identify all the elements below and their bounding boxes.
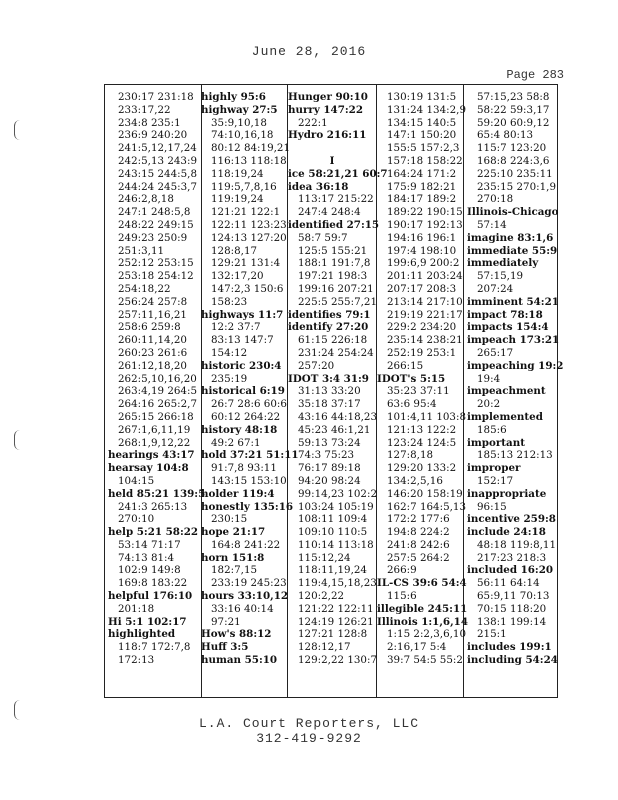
- index-reference: 241:5,12,17,24: [118, 142, 197, 155]
- index-term: IDOT 3:4 31:9: [288, 372, 369, 385]
- index-reference: 118:11,19,24: [298, 564, 367, 577]
- index-term: highways 11:7: [201, 308, 284, 321]
- index-reference: 225:5 255:7,21: [298, 295, 377, 308]
- index-reference: 253:18 254:12: [118, 270, 194, 283]
- index-reference: 201:11 203:24: [387, 270, 463, 283]
- index-reference: 264:16 265:2,7: [118, 398, 197, 411]
- index-reference: 230:15: [211, 513, 248, 526]
- index-term: Hi 5:1 102:17: [108, 615, 187, 628]
- index-term: Illinois 1:1,6,14: [377, 615, 468, 628]
- index-reference: 249:23 250:9: [118, 231, 188, 244]
- index-term: inappropriate: [467, 487, 547, 500]
- index-reference: 184:17 189:2: [387, 193, 457, 206]
- index-reference: 270:18: [477, 193, 514, 206]
- index-reference: 257:20: [298, 359, 335, 372]
- index-term: How's 88:12: [201, 628, 272, 641]
- index-term: including 54:24: [467, 654, 558, 667]
- index-reference: 234:8 235:1: [118, 116, 181, 129]
- index-reference: 96:15: [477, 500, 507, 513]
- index-term: history 48:18: [201, 423, 278, 436]
- index-term: included 16:20: [467, 564, 554, 577]
- index-reference: 222:1: [298, 116, 328, 129]
- index-term: impeachment: [467, 385, 546, 398]
- index-term: include 24:18: [467, 526, 546, 539]
- index-term: identifies 79:1: [288, 308, 371, 321]
- index-term: hearings 43:17: [108, 449, 195, 462]
- index-reference: 254:18,22: [118, 282, 171, 295]
- index-reference: 147:2,3 150:6: [211, 282, 284, 295]
- index-reference: 247:4 248:4: [298, 206, 361, 219]
- index-reference: 154:12: [211, 346, 248, 359]
- index-reference: 104:15: [118, 474, 155, 487]
- index-reference: 263:4,19 264:5: [118, 385, 197, 398]
- index-reference: 146:20 158:19: [387, 487, 463, 500]
- index-reference: 118:19,24: [211, 167, 264, 180]
- index-term: impeach 173:21: [467, 334, 560, 347]
- index-term: hurry 147:22: [288, 103, 364, 116]
- index-reference: 121:13 122:2: [387, 423, 457, 436]
- index-reference: 121:22 122:11: [298, 602, 374, 615]
- index-reference: 134:2,5,16: [387, 474, 443, 487]
- index-reference: 35:9,10,18: [211, 116, 267, 129]
- index-reference: 213:14 217:10: [387, 295, 463, 308]
- index-reference: 122:11 123:23: [211, 218, 287, 231]
- index-term: IL-CS 39:6 54:4: [377, 577, 467, 590]
- index-reference: 242:5,13 243:9: [118, 154, 197, 167]
- index-reference: 49:2 67:1: [211, 436, 261, 449]
- index-reference: 99:14,23 102:2: [298, 487, 377, 500]
- index-reference: 115:12,24: [298, 551, 351, 564]
- index-reference: 168:8 224:3,6: [477, 154, 550, 167]
- index-reference: 124:13 127:20: [211, 231, 287, 244]
- index-reference: 267:1,6,11,19: [118, 423, 191, 436]
- index-column-4: [377, 91, 468, 693]
- index-term: identified 27:15: [288, 218, 380, 231]
- index-term: hope 21:17: [201, 526, 266, 539]
- index-reference: 217:23 218:3: [477, 551, 547, 564]
- index-reference: 116:13 118:18: [211, 154, 287, 167]
- index-term: IDOT's 5:15: [377, 372, 446, 385]
- index-reference: 188:1 191:7,8: [298, 257, 371, 270]
- index-reference: 59:20 60:9,12: [477, 116, 550, 129]
- index-column-1: [108, 91, 206, 693]
- index-reference: 252:19 253:1: [387, 346, 457, 359]
- index-reference: 256:24 257:8: [118, 295, 188, 308]
- index-reference: 233:19 245:23: [211, 577, 287, 590]
- index-reference: 189:22 190:15: [387, 206, 463, 219]
- index-reference: 19:4: [477, 372, 501, 385]
- index-reference: 65:9,11 70:13: [477, 590, 550, 603]
- index-reference: 20:2: [477, 398, 501, 411]
- index-reference: 118:7 172:7,8: [118, 641, 191, 654]
- index-term: hours 33:10,12: [201, 590, 289, 603]
- index-reference: 48:18 119:8,11: [477, 538, 556, 551]
- index-term: helpful 176:10: [108, 590, 193, 603]
- index-reference: 65:4 80:13: [477, 129, 534, 142]
- index-reference: 257:11,16,21: [118, 308, 187, 321]
- index-reference: 74:10,16,18: [211, 129, 274, 142]
- index-reference: 101:4,11 103:8: [387, 410, 466, 423]
- index-reference: 164:24 171:2: [387, 167, 457, 180]
- index-reference: 138:1 199:14: [477, 615, 547, 628]
- index-reference: 175:9 182:21: [387, 180, 457, 193]
- index-reference: 201:18: [118, 602, 155, 615]
- index-term: impacts 154:4: [467, 321, 549, 334]
- index-reference: 270:10: [118, 513, 155, 526]
- index-reference: 45:23 46:1,21: [298, 423, 371, 436]
- index-reference: 129:20 133:2: [387, 462, 457, 475]
- index-reference: 207:17 208:3: [387, 282, 457, 295]
- index-reference: 147:1 150:20: [387, 129, 457, 142]
- index-reference: 123:24 124:5: [387, 436, 457, 449]
- index-reference: 57:15,19: [477, 270, 524, 283]
- index-reference: 143:15 153:10: [211, 474, 287, 487]
- index-reference: 262:5,10,16,20: [118, 372, 197, 385]
- index-reference: 164:8 241:22: [211, 538, 281, 551]
- index-reference: 261:12,18,20: [118, 359, 187, 372]
- index-reference: 129:21 131:4: [211, 257, 281, 270]
- index-term: horn 151:8: [201, 551, 265, 564]
- index-reference: 121:21 122:1: [211, 206, 281, 219]
- index-reference: 197:4 198:10: [387, 244, 457, 257]
- index-reference: 124:19 126:21: [298, 615, 374, 628]
- index-reference: 241:8 242:6: [387, 538, 450, 551]
- index-reference: 63:6 95:4: [387, 398, 437, 411]
- index-reference: 70:15 118:20: [477, 602, 547, 615]
- index-term: immediate 55:9: [467, 244, 558, 257]
- index-term: help 5:21 58:22: [108, 526, 199, 539]
- index-reference: 265:15 266:18: [118, 410, 194, 423]
- index-term: important: [467, 436, 525, 449]
- index-reference: 258:6 259:8: [118, 321, 181, 334]
- index-reference: 35:18 37:17: [298, 398, 361, 411]
- index-reference: 190:17 192:13: [387, 218, 463, 231]
- index-reference: 194:16 196:1: [387, 231, 457, 244]
- index-term: historical 6:19: [201, 385, 285, 398]
- index-reference: 260:11,14,20: [118, 334, 187, 347]
- index-reference: 39:7 54:5 55:2: [387, 654, 463, 667]
- index-reference: 266:9: [387, 564, 417, 577]
- index-term: Hydro 216:11: [288, 129, 367, 142]
- index-reference: 185:6: [477, 423, 507, 436]
- index-reference: 103:24 105:19: [298, 500, 374, 513]
- index-term: impeaching 19:2: [467, 359, 564, 372]
- index-reference: 128:8,17: [211, 244, 258, 257]
- index-reference: 182:7,15: [211, 564, 258, 577]
- index-reference: 119:4,15,18,23: [298, 577, 377, 590]
- index-reference: 197:21 198:3: [298, 270, 368, 283]
- index-term: immediately: [467, 257, 539, 270]
- index-reference: 152:17: [477, 474, 514, 487]
- index-reference: 76:17 89:18: [298, 462, 361, 475]
- index-reference: 235:19: [211, 372, 248, 385]
- index-reference: 131:24 134:2,9: [387, 103, 466, 116]
- index-reference: [288, 142, 376, 155]
- index-reference: 257:5 264:2: [387, 551, 450, 564]
- index-reference: 125:5 155:21: [298, 244, 368, 257]
- index-term: highlighted: [108, 628, 176, 641]
- index-reference: 251:3,11: [118, 244, 165, 257]
- index-reference: 57:14: [477, 218, 507, 231]
- index-reference: 132:17,20: [211, 270, 264, 283]
- index-reference: 244:24 245:3,7: [118, 180, 197, 193]
- index-letter-heading: I: [329, 154, 335, 167]
- index-reference: 172:13: [118, 654, 155, 667]
- index-reference: 97:21: [211, 615, 241, 628]
- index-reference: 230:17 231:18: [118, 91, 194, 103]
- index-term: impact 78:18: [467, 308, 543, 321]
- index-reference: 74:3 75:23: [298, 449, 355, 462]
- index-reference: 53:14 71:17: [118, 538, 181, 551]
- index-reference: 58:22 59:3,17: [477, 103, 550, 116]
- index-reference: 35:23 37:11: [387, 385, 450, 398]
- index-reference: 31:13 33:20: [298, 385, 361, 398]
- index-term: illegible 245:11: [377, 602, 468, 615]
- index-reference: 2:16,17 5:4: [387, 641, 447, 654]
- index-reference: 169:8 183:22: [118, 577, 188, 590]
- index-term: highway 27:5: [201, 103, 278, 116]
- index-reference: 215:1: [477, 628, 507, 641]
- index-term: Huff 3:5: [201, 641, 249, 654]
- index-reference: 235:15 270:1,9: [477, 180, 556, 193]
- page-number: Page 283: [506, 68, 564, 82]
- index-reference: 1:15 2:2,3,6,10: [387, 628, 466, 641]
- index-reference: 229:2 234:20: [387, 321, 457, 334]
- index-reference: 236:9 240:20: [118, 129, 188, 142]
- index-reference: 194:8 224:2: [387, 526, 450, 539]
- index-term: hearsay 104:8: [108, 462, 189, 475]
- index-reference: 108:11 109:4: [298, 513, 368, 526]
- index-reference: 109:10 110:5: [298, 526, 368, 539]
- header-date: June 28, 2016: [251, 44, 367, 59]
- index-reference: 155:5 157:2,3: [387, 142, 460, 155]
- index-reference: 233:17,22: [118, 103, 171, 116]
- footer-phone: 312-419-9292: [256, 731, 362, 746]
- index-term: historic 230:4: [201, 359, 282, 372]
- index-reference: 235:14 238:21: [387, 334, 463, 347]
- index-term: idea 36:18: [288, 180, 349, 193]
- word-index-grid: [104, 84, 564, 698]
- index-reference: 231:24 254:24: [298, 346, 374, 359]
- index-reference: 248:22 249:15: [118, 218, 194, 231]
- index-reference: 115:7 123:20: [477, 142, 547, 155]
- index-reference: 158:23: [211, 295, 248, 308]
- index-reference: 260:23 261:6: [118, 346, 188, 359]
- index-reference: 60:12 264:22: [211, 410, 281, 423]
- index-reference: 129:2,22 130:7: [298, 654, 377, 667]
- index-reference: 119:19,24: [211, 193, 264, 206]
- index-reference: 241:3 265:13: [118, 500, 188, 513]
- index-reference: 199:16 207:21: [298, 282, 374, 295]
- index-term: imagine 83:1,6: [467, 231, 554, 244]
- index-reference: 266:15: [387, 359, 424, 372]
- index-reference: 110:14 113:18: [298, 538, 374, 551]
- index-reference: 12:2 37:7: [211, 321, 261, 334]
- index-term: highly 95:6: [201, 91, 266, 103]
- index-term: Hunger 90:10: [288, 91, 368, 103]
- index-reference: 157:18 158:22: [387, 154, 463, 167]
- index-term: Illinois-Chicago: [467, 206, 559, 219]
- index-term: held 85:21 139:5: [108, 487, 206, 500]
- index-column-5: [467, 91, 564, 693]
- punch-hole-mark: [14, 430, 23, 450]
- index-term: holder 119:4: [201, 487, 275, 500]
- index-reference: 94:20 98:24: [298, 474, 361, 487]
- index-reference: 185:13 212:13: [477, 449, 553, 462]
- index-reference: 130:19 131:5: [387, 91, 457, 103]
- punch-hole-mark: [14, 120, 23, 140]
- index-term: honestly 135:16: [201, 500, 294, 513]
- index-reference: 225:10 235:11: [477, 167, 553, 180]
- index-reference: 115:6: [387, 590, 417, 603]
- index-reference: 199:6,9 200:2: [387, 257, 460, 270]
- index-reference: 61:15 226:18: [298, 334, 368, 347]
- index-column-2: [201, 91, 299, 693]
- index-reference: 243:15 244:5,8: [118, 167, 197, 180]
- index-reference: 119:5,7,8,16: [211, 180, 277, 193]
- index-term: identify 27:20: [288, 321, 369, 334]
- index-term: hold 37:21 51:11: [201, 449, 299, 462]
- index-reference: 83:13 147:7: [211, 334, 274, 347]
- index-reference: 134:15 140:5: [387, 116, 457, 129]
- index-reference: 74:13 81:4: [118, 551, 175, 564]
- index-reference: 58:7 59:7: [298, 231, 348, 244]
- index-reference: 265:17: [477, 346, 514, 359]
- index-reference: 59:13 73:24: [298, 436, 361, 449]
- footer-company: L.A. Court Reporters, LLC: [198, 716, 420, 731]
- index-reference: 268:1,9,12,22: [118, 436, 191, 449]
- index-reference: 247:1 248:5,8: [118, 206, 191, 219]
- index-reference: 252:12 253:15: [118, 257, 194, 270]
- index-reference: 246:2,8,18: [118, 193, 174, 206]
- index-term: incentive 259:8: [467, 513, 556, 526]
- index-reference: 113:17 215:22: [298, 193, 374, 206]
- index-reference: 80:12 84:19,21: [211, 142, 290, 155]
- index-reference: 43:16 44:18,23: [298, 410, 377, 423]
- index-term: implemented: [467, 410, 543, 423]
- index-term: ice 58:21,21 60:7: [288, 167, 388, 180]
- index-term: includes 199:1: [467, 641, 552, 654]
- index-reference: 172:2 177:6: [387, 513, 450, 526]
- index-reference: 91:7,8 93:11: [211, 462, 277, 475]
- index-reference: 57:15,23 58:8: [477, 91, 550, 103]
- index-reference: 162:7 164:5,13: [387, 500, 466, 513]
- index-column-3: [288, 91, 388, 693]
- index-reference: 128:12,17: [298, 641, 351, 654]
- index-term: imminent 54:21: [467, 295, 559, 308]
- index-reference: 127:8,18: [387, 449, 434, 462]
- index-reference: 219:19 221:17: [387, 308, 463, 321]
- index-reference: 102:9 149:8: [118, 564, 181, 577]
- index-term: improper: [467, 462, 521, 475]
- index-reference: 26:7 28:6 60:6: [211, 398, 287, 411]
- index-reference: 207:24: [477, 282, 514, 295]
- index-reference: 33:16 40:14: [211, 602, 274, 615]
- index-reference: 120:2,22: [298, 590, 345, 603]
- index-term: human 55:10: [201, 654, 278, 667]
- index-reference: 127:21 128:8: [298, 628, 368, 641]
- index-reference: 56:11 64:14: [477, 577, 540, 590]
